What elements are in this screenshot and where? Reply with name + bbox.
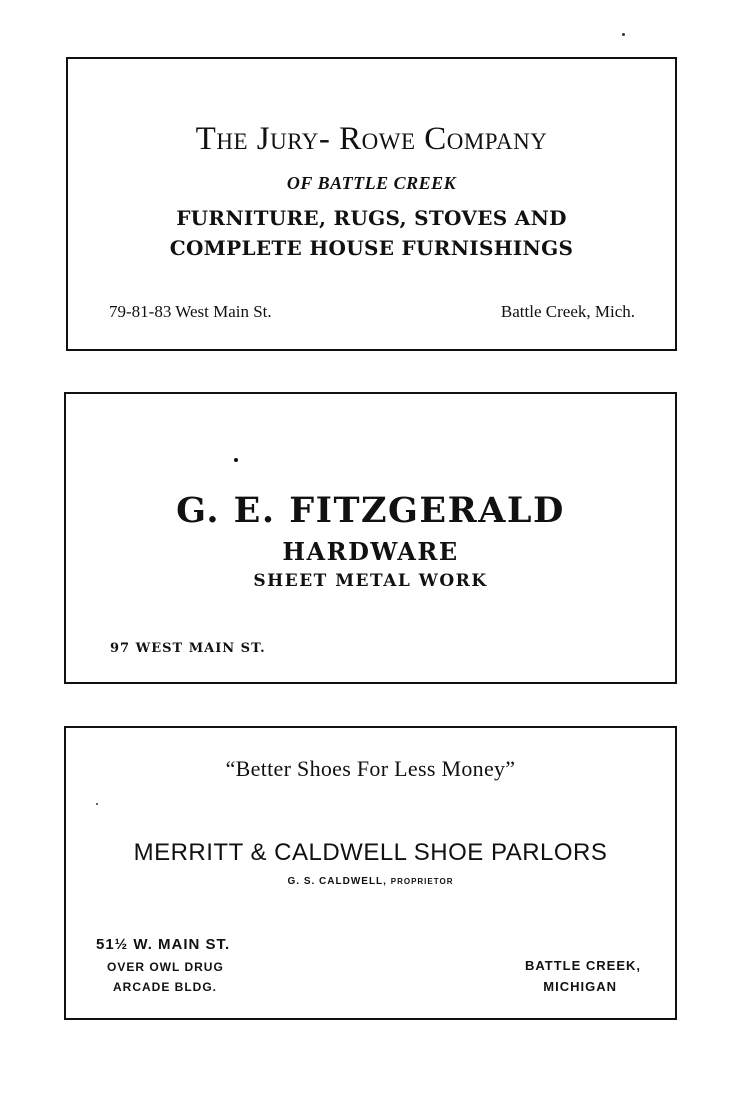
address-building-line-1: OVER OWL DRUG	[107, 960, 224, 974]
business-card-fitzgerald	[64, 392, 677, 684]
city-state: Battle Creek, Mich.	[500, 302, 635, 321]
products-line-2: COMPLETE HOUSE FURNISHINGS	[169, 236, 574, 260]
company-name: The Jury- Rowe Company	[195, 121, 548, 157]
city: BATTLE CREEK,	[524, 958, 641, 973]
print-speck	[96, 803, 98, 805]
street-address: 51½ W. MAIN ST.	[96, 936, 231, 953]
service-description: SHEET METAL WORK	[253, 571, 488, 591]
address-building-line-2: ARCADE BLDG.	[113, 980, 217, 994]
print-speck	[234, 458, 238, 462]
company-location: OF BATTLE CREEK	[286, 173, 457, 193]
street-address: 97 WEST MAIN ST.	[110, 641, 266, 656]
proprietor-name: G. E. FITZGERALD	[176, 490, 565, 531]
proprietor-name: G. S. CALDWELL,	[287, 876, 387, 887]
slogan: “Better Shoes For Less Money”	[225, 756, 516, 781]
print-speck	[622, 33, 625, 36]
street-address: 79-81-83 West Main St.	[109, 302, 272, 321]
business-card-merritt-caldwell	[64, 726, 677, 1020]
products-line-1: FURNITURE, RUGS, STOVES AND	[176, 206, 567, 230]
proprietor-title: PROPRIETOR	[390, 877, 454, 886]
proprietor-line	[66, 876, 675, 887]
state: MICHIGAN	[543, 979, 617, 994]
business-card-jury-rowe	[66, 57, 677, 351]
company-name: MERRITT & CALDWELL SHOE PARLORS	[133, 839, 608, 866]
business-type: HARDWARE	[282, 537, 459, 566]
